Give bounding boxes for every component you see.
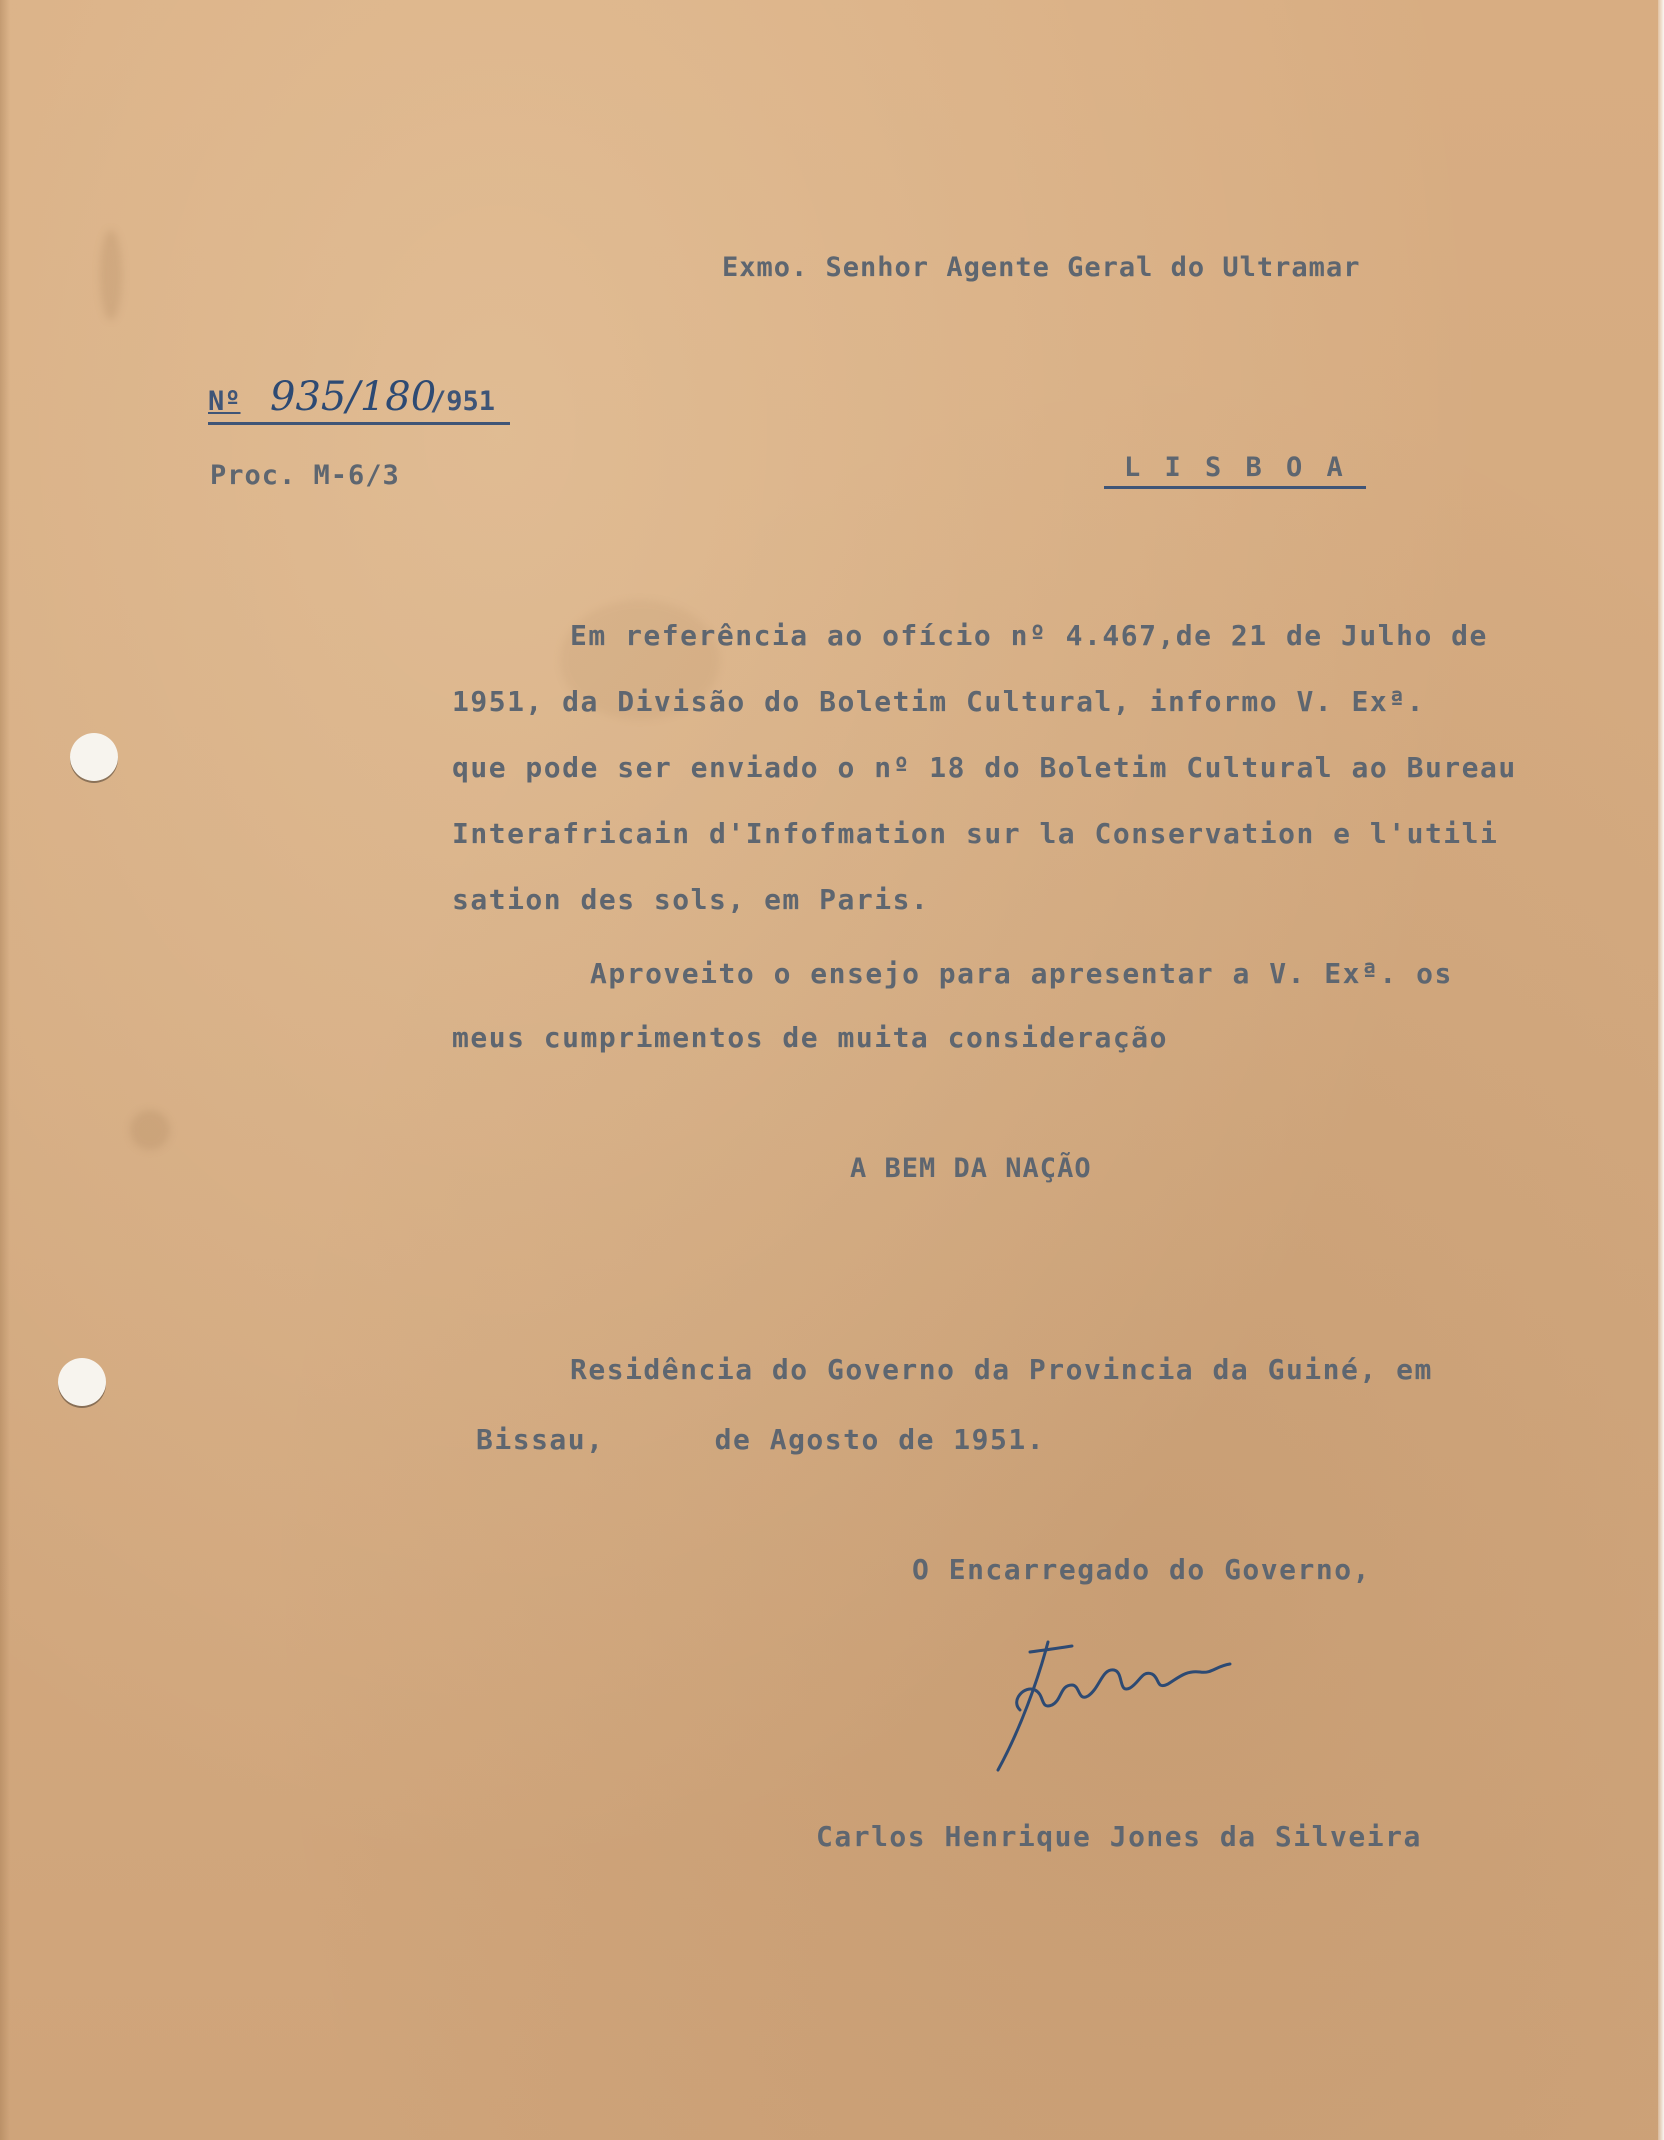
punch-hole-top (70, 733, 118, 781)
body-line-2: 1951, da Divisão do Boletim Cultural, informo V. Exª. (452, 685, 1425, 718)
punch-hole-bottom (58, 1358, 106, 1406)
reference-number (208, 374, 508, 424)
body-line-4: Interafricain d'Infofmation sur la Conservation e l'utili (452, 817, 1499, 850)
reference-year: /951 (430, 386, 496, 417)
city-underline (1104, 486, 1366, 489)
body-line-5: sation des sols, em Paris. (452, 883, 930, 916)
paper-stain (100, 230, 122, 320)
place-line-2: Bissau, de Agosto de 1951. (476, 1423, 1046, 1456)
page-edge-right (1658, 0, 1664, 2140)
body-line-1: Em referência ao ofício nº 4.467,de 21 de Julho de (570, 619, 1488, 652)
reference-handwritten: 935/180 (270, 374, 437, 420)
place-line-1: Residência do Governo da Provincia da Guiné, em (570, 1353, 1433, 1386)
body-line-3: que pode ser enviado o nº 18 do Boletim Cultural ao Bureau (452, 751, 1517, 784)
signer-name: Carlos Henrique Jones da Silveira (816, 1820, 1422, 1853)
motto: A BEM DA NAÇÃO (850, 1153, 1092, 1184)
signer-title: O Encarregado do Governo, (912, 1553, 1371, 1586)
closing-line-2: meus cumprimentos de muita consideração (452, 1021, 1168, 1054)
reference-underline (208, 422, 510, 425)
paper-stain (130, 1110, 170, 1150)
reference-prefix: Nº (208, 386, 241, 417)
handwritten-signature (990, 1630, 1310, 1780)
closing-line-1: Aproveito o ensejo para apresentar a V. Exª. os (590, 957, 1453, 990)
page-edge-left (0, 0, 10, 2140)
city-heading: L I S B O A (1124, 452, 1347, 483)
addressee-line: Exmo. Senhor Agente Geral do Ultramar (722, 252, 1361, 283)
process-number: Proc. M-6/3 (210, 460, 400, 491)
